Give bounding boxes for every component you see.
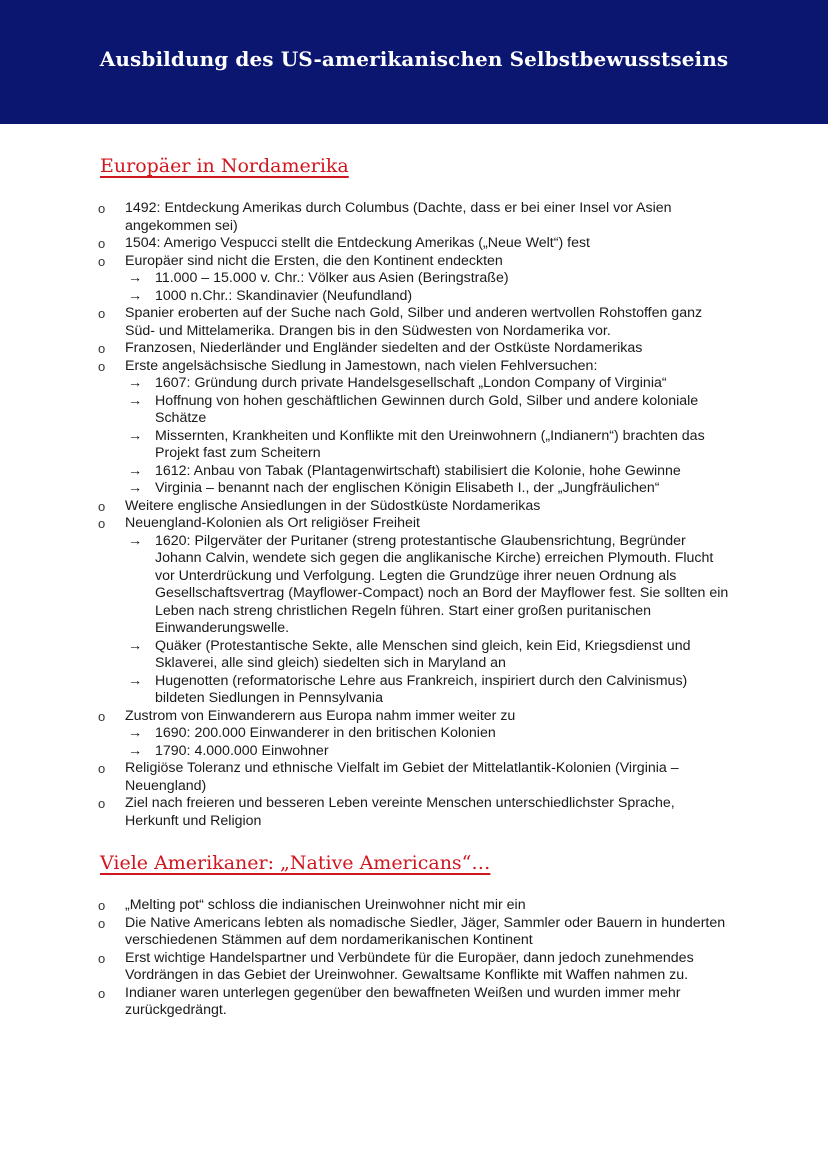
sub-list-item-text: Hoffnung von hohen geschäftlichen Gewinnen durch Gold, Silber und andere koloniale Schätze [155,392,699,426]
arrow-right-icon: → [128,287,143,304]
list-item [0,305,828,340]
arrow-right-icon: → [128,427,143,444]
list-item-text: 1504: Amerigo Vespucci stellt die Entdeckung Amerikas („Neue Welt“) fest [125,235,590,251]
sub-list-item-text: Virginia – benannt nach der englischen Königin Elisabeth I., der „Jungfräulichen“ [155,480,660,496]
sub-list-item-text: 1790: 4.000.000 Einwohner [155,742,329,759]
bullet-icon: o [98,708,106,724]
arrow-right-icon: → [128,480,143,496]
sub-list-item [125,638,730,673]
list-item [0,515,828,708]
sub-list-item [125,725,730,743]
list-item [0,253,828,306]
list-item [0,915,828,950]
bullet-icon: o [98,358,106,374]
title-banner [0,0,828,124]
sub-list [125,270,730,305]
list-item [0,235,828,253]
list-item-text: Neuengland-Kolonien als Ort religiöser Freiheit [125,515,420,531]
bullet-icon: o [98,201,106,216]
section-heading-native-americans: Viele Amerikaner: „Native Americans“… [100,852,491,874]
arrow-right-icon: → [128,462,143,479]
bullet-icon: o [98,796,106,811]
list-item-text: Indianer waren unterlegen gegenüber den bewaffneten Weißen und wurden immer mehr zurückgedrängt. [125,984,681,1018]
sub-list-item [125,743,730,761]
list-item [0,795,828,830]
list-item [0,340,828,358]
arrow-right-icon: → [128,392,143,409]
list-item-text: Die Native Americans lebten als nomadische Siedler, Jäger, Sammler oder Bauern in hunderten verschiedenen Stämmen auf dem nordamerikanischen Kontinent [125,914,726,948]
bullet-icon: o [98,898,106,913]
sub-list-item [125,673,730,708]
sub-list-item [125,480,730,498]
sub-list-item [125,270,730,288]
sub-list-item-text: 11.000 – 15.000 v. Chr.: Völker aus Asien (Beringstraße) [155,270,509,286]
list-item [0,708,828,761]
bullet-icon: o [98,915,106,931]
sub-list-item-text: Missernten, Krankheiten und Konflikte mit den Ureinwohnern („Indianern“) brachten das Projekt fast zum Scheitern [155,427,705,461]
sub-list-item-text: 1612: Anbau von Tabak (Plantagenwirtschaft) stabilisiert die Kolonie, hohe Gewinne [155,462,681,479]
list-item-text: Europäer sind nicht die Ersten, die den Kontinent endeckten [125,252,503,269]
list-item [0,358,828,498]
bullet-icon: o [98,985,106,1001]
sub-list-item-text: Quäker (Protestantische Sekte, alle Menschen sind gleich, kein Eid, Kriegsdienst und Sklaverei, alle sind gleich) siedelten sich in Maryland an [155,637,691,671]
arrow-right-icon: → [128,672,143,689]
sub-list [125,725,730,760]
europeans-list [0,200,828,830]
list-item-text: Erst wichtige Handelspartner und Verbündete für die Europäer, dann jedoch zunehmendes Vordrängen in das Gebiet der Ureinwohner. Gewaltsame Konflikte mit Waffen nahmen zu. [125,949,694,983]
sub-list-item-text: 1690: 200.000 Einwanderer in den britischen Kolonien [155,725,496,741]
sub-list [125,533,730,708]
list-item-text: Zustrom von Einwanderern aus Europa nahm immer weiter zu [125,707,516,724]
list-item [0,760,828,795]
sub-list-item [125,533,730,638]
list-item-text: „Melting pot“ schloss die indianischen Ureinwohner nicht mir ein [125,897,526,913]
list-item-text: Franzosen, Niederländer und Engländer siedelten and der Ostküste Nordamerikas [125,340,643,356]
sub-list-item [125,463,730,481]
page-title: Ausbildung des US-amerikanischen Selbstbewusstseins [99,47,729,71]
list-item [0,200,828,235]
bullet-icon: o [98,253,106,269]
list-item-text: Erste angelsächsische Siedlung in Jamestown, nach vielen Fehlversuchen: [125,357,598,374]
sub-list-item-text: 1000 n.Chr.: Skandinavier (Neufundland) [155,287,413,304]
list-item [0,498,828,516]
list-item-text: Weitere englische Ansiedlungen in der Südostküste Nordamerikas [125,497,541,514]
bullet-icon: o [98,516,106,531]
sub-list-item [125,393,730,428]
arrow-right-icon: → [128,725,143,741]
bullet-icon: o [98,498,106,514]
arrow-right-icon: → [128,742,143,759]
bullet-icon: o [98,761,106,776]
list-item-text: Ziel nach freieren und besseren Leben vereinte Menschen unterschiedlichster Sprache, Herkunft und Religion [125,795,675,829]
sub-list-item-text: 1607: Gründung durch private Handelsgesellschaft „London Company of Virginia“ [155,375,667,391]
list-item-text: Religiöse Toleranz und ethnische Vielfalt im Gebiet der Mittelatlantik-Kolonien (Virginia – Neuengland) [125,760,679,794]
sub-list-item [125,288,730,306]
sub-list-item-text: Hugenotten (reformatorische Lehre aus Frankreich, inspiriert durch den Calvinismus) bildeten Siedlungen in Pennsylvania [155,672,688,706]
arrow-right-icon: → [128,532,143,549]
bullet-icon: o [98,236,106,251]
sub-list-item-text: 1620: Pilgerväter der Puritaner (streng protestantische Glaubensrichtung, Begründer Johann Calvin, wendete sich gegen die anglikanische Kirche) erreichen Plymouth. Flucht vor Unterdrückung und Verfolgung. Legten die Grundzüge ihrer neuen Ordnung als Gesellschaftsvertrag (Mayflower-Compact) noch an Bord der Mayflower fest. Sie sollten ein Leben nach streng christlichen Regeln führen. Start einer großen puritanischen Einwanderungswelle. [155,532,729,636]
list-item-text: 1492: Entdeckung Amerikas durch Columbus (Dachte, dass er bei einer Insel vor Asien angekommen sei) [125,200,672,234]
list-item [0,897,828,915]
section-heading-europeans: Europäer in Nordamerika [100,155,349,177]
arrow-right-icon: → [128,637,143,654]
native-americans-list [0,897,828,1020]
bullet-icon: o [98,341,106,356]
bullet-icon: o [98,950,106,966]
arrow-right-icon: → [128,375,143,391]
arrow-right-icon: → [128,270,143,286]
list-item [0,985,828,1020]
list-item [0,950,828,985]
sub-list-item [125,375,730,393]
sub-list-item [125,428,730,463]
bullet-icon: o [98,306,106,321]
sub-list [125,375,730,498]
list-item-text: Spanier eroberten auf der Suche nach Gold, Silber und anderen wertvollen Rohstoffen ganz Süd- und Mittelamerika. Drangen bis in den Südwesten von Nordamerika vor. [125,305,703,339]
